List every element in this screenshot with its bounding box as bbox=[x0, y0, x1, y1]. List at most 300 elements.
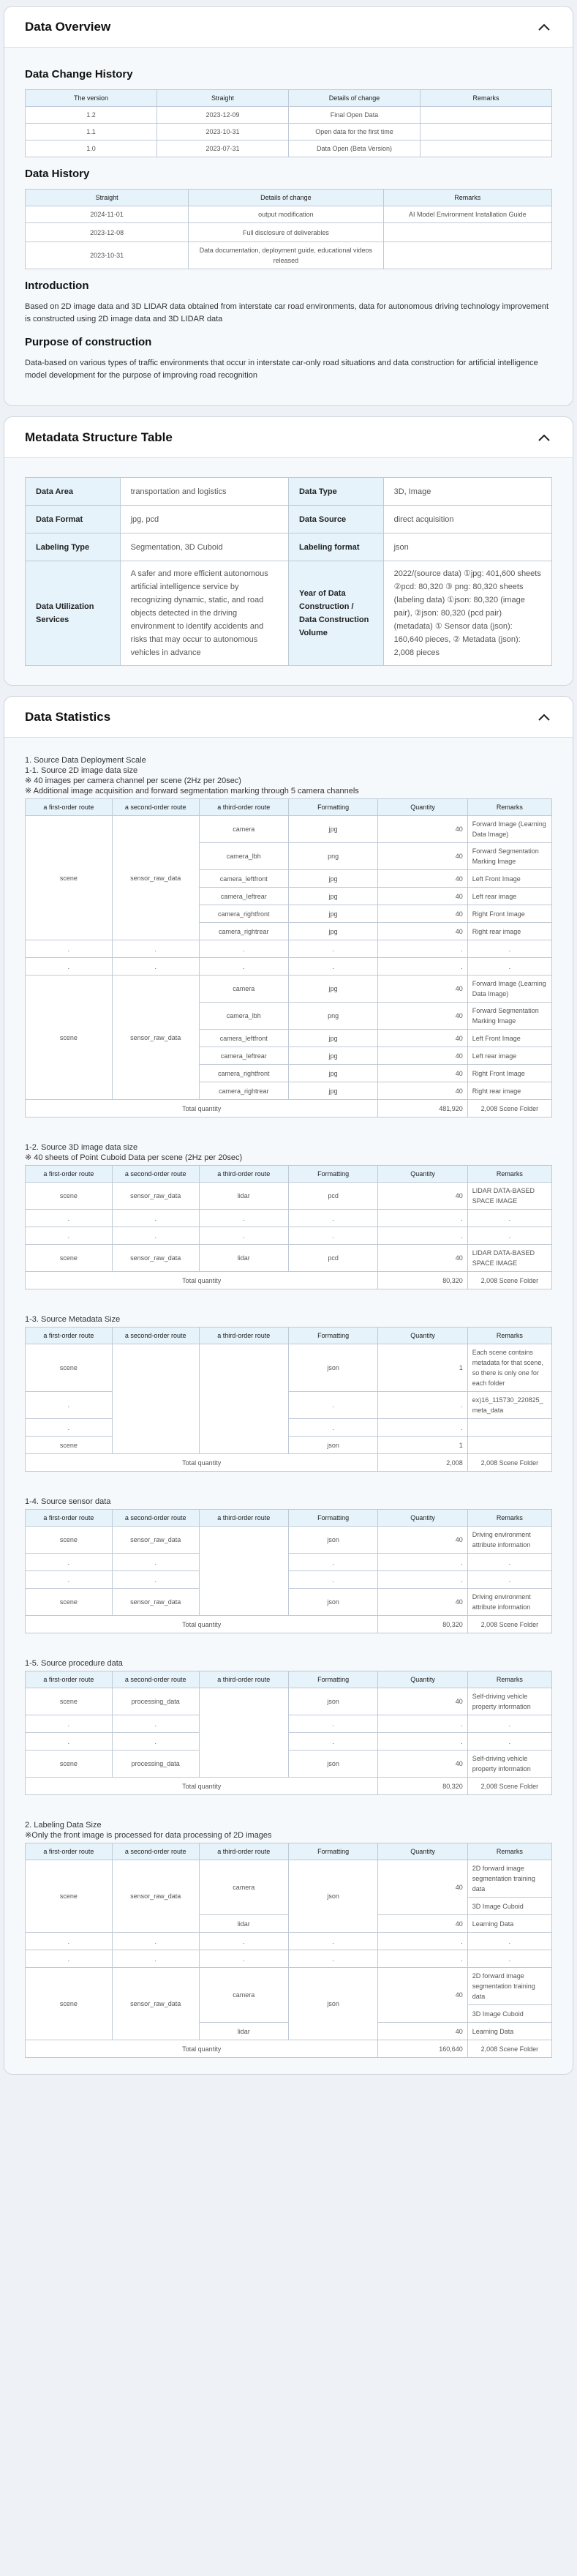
table-cell: 2023-10-31 bbox=[157, 124, 289, 141]
table-cell: . bbox=[26, 1419, 113, 1437]
table-cell: 1.1 bbox=[26, 124, 157, 141]
column-header: a first-order route bbox=[26, 1843, 113, 1860]
table-cell: . bbox=[378, 940, 467, 958]
table-cell: . bbox=[112, 1933, 199, 1950]
table-cell: . bbox=[26, 1554, 113, 1571]
table-cell: 2D forward image segmentation training data bbox=[467, 1860, 551, 1898]
meta-key: Data Utilization Services bbox=[26, 561, 121, 666]
table-cell: 2D forward image segmentation training data bbox=[467, 1968, 551, 2005]
table-cell bbox=[112, 1344, 199, 1454]
chevron-up-icon[interactable] bbox=[536, 430, 552, 446]
table-cell: . bbox=[112, 1227, 199, 1245]
column-header: Straight bbox=[26, 190, 189, 206]
table-cell: jpg bbox=[288, 1065, 377, 1082]
table-row bbox=[26, 107, 552, 124]
table-cell: scene bbox=[26, 976, 113, 1100]
table-cell: . bbox=[467, 1950, 551, 1968]
table-cell: sensor_raw_data bbox=[112, 1527, 199, 1554]
table-cell: Forward Segmentation Marking Image bbox=[467, 1003, 551, 1030]
table-cell: 40 bbox=[378, 870, 467, 888]
table-cell bbox=[421, 141, 552, 157]
section-label: 2. Labeling Data Size bbox=[25, 1821, 102, 1830]
table-cell: lidar bbox=[199, 2023, 288, 2040]
table-cell: jpg bbox=[288, 1047, 377, 1065]
total-row bbox=[26, 1616, 552, 1633]
column-header: a third-order route bbox=[199, 1328, 288, 1344]
total-row bbox=[26, 1778, 552, 1795]
column-header: Remarks bbox=[467, 1328, 551, 1344]
table-cell: scene bbox=[26, 1245, 113, 1272]
total-quantity: 80,320 bbox=[378, 1616, 467, 1633]
table-cell: . bbox=[378, 1419, 467, 1437]
table-cell: camera_rightfront bbox=[199, 1065, 288, 1082]
meta-key: Data Area bbox=[26, 478, 121, 506]
source-sensor-section bbox=[25, 1497, 552, 1633]
meta-value: direct acquisition bbox=[383, 506, 551, 533]
table-cell: Final Open Data bbox=[289, 107, 421, 124]
table-cell: . bbox=[288, 1392, 377, 1419]
table-cell: 40 bbox=[378, 2023, 467, 2040]
table-cell: . bbox=[467, 940, 551, 958]
table-row bbox=[26, 976, 552, 1003]
column-header: Formatting bbox=[288, 1843, 377, 1860]
table-cell: Right rear image bbox=[467, 923, 551, 940]
column-header: Remarks bbox=[467, 799, 551, 816]
table-cell: . bbox=[26, 1950, 113, 1968]
meta-key: Labeling format bbox=[288, 533, 383, 561]
column-header: Remarks bbox=[421, 90, 552, 107]
table-cell: . bbox=[378, 1715, 467, 1733]
table-cell: Left Front Image bbox=[467, 870, 551, 888]
table-cell: . bbox=[288, 1554, 377, 1571]
column-header: a second-order route bbox=[112, 1166, 199, 1183]
data-history-table bbox=[25, 189, 552, 269]
total-row bbox=[26, 1100, 552, 1117]
table-cell: 1 bbox=[378, 1437, 467, 1454]
table-cell: Left rear image bbox=[467, 1047, 551, 1065]
table-row bbox=[26, 206, 552, 223]
table-cell: . bbox=[378, 1392, 467, 1419]
table-cell: jpg bbox=[288, 1030, 377, 1047]
meta-value: A safer and more efficient autonomous artificial intelligence service by recognizing dynamic, static, and road objects detected in the driving environment to identify accidents and risks that may occur to autonomous vehicles in advance bbox=[120, 561, 288, 666]
table-cell: sensor_raw_data bbox=[112, 976, 199, 1100]
column-header: a first-order route bbox=[26, 799, 113, 816]
table-row bbox=[26, 958, 552, 976]
table-cell: Forward Image (Learning Data Image) bbox=[467, 976, 551, 1003]
table-cell: json bbox=[288, 1344, 377, 1392]
table-cell: 1 bbox=[378, 1344, 467, 1392]
table-cell: scene bbox=[26, 1183, 113, 1210]
table-cell: . bbox=[26, 958, 113, 976]
table-row bbox=[26, 1733, 552, 1751]
table-cell: . bbox=[199, 1210, 288, 1227]
total-label: Total quantity bbox=[26, 1272, 378, 1289]
column-header: a second-order route bbox=[112, 1843, 199, 1860]
table-cell: 40 bbox=[378, 816, 467, 843]
table-cell: . bbox=[288, 1950, 377, 1968]
table-cell: Each scene contains metadata for that scene, so there is only one for each folder bbox=[467, 1344, 551, 1392]
table-cell: 40 bbox=[378, 1183, 467, 1210]
section-label: 1-5. Source procedure data bbox=[25, 1659, 123, 1668]
table-cell: sensor_raw_data bbox=[112, 1245, 199, 1272]
chevron-up-icon[interactable] bbox=[536, 709, 552, 725]
section-label: 1-3. Source Metadata Size bbox=[25, 1315, 121, 1324]
data-overview-panel bbox=[4, 6, 573, 406]
table-cell: . bbox=[288, 1571, 377, 1589]
table-cell: 40 bbox=[378, 843, 467, 870]
table-cell: Self-driving vehicle property information bbox=[467, 1751, 551, 1778]
table-cell: lidar bbox=[199, 1915, 288, 1933]
table-cell: . bbox=[467, 1733, 551, 1751]
table-cell: Right Front Image bbox=[467, 905, 551, 923]
meta-value: transportation and logistics bbox=[120, 478, 288, 506]
meta-value: 3D, Image bbox=[383, 478, 551, 506]
table-cell: 40 bbox=[378, 1860, 467, 1915]
table-cell: . bbox=[199, 1950, 288, 1968]
table-cell: processing_data bbox=[112, 1751, 199, 1778]
column-header: a second-order route bbox=[112, 1510, 199, 1527]
table-row bbox=[26, 1715, 552, 1733]
table-cell: . bbox=[199, 1933, 288, 1950]
table-cell: sensor_raw_data bbox=[112, 1968, 199, 2040]
table-cell: Open data for the first time bbox=[289, 124, 421, 141]
table-cell bbox=[383, 223, 551, 242]
table-cell: ex)16_115730_220825_meta_data bbox=[467, 1392, 551, 1419]
table-row bbox=[26, 1227, 552, 1245]
table-cell: Forward Image (Learning Data Image) bbox=[467, 816, 551, 843]
data-history-title: Data History bbox=[25, 168, 90, 180]
column-header: The version bbox=[26, 90, 157, 107]
table-cell: Driving environment attribute information bbox=[467, 1527, 551, 1554]
table-row bbox=[26, 1968, 552, 2005]
table-cell: 2023-07-31 bbox=[157, 141, 289, 157]
total-row bbox=[26, 2040, 552, 2058]
table-cell: 40 bbox=[378, 1968, 467, 2023]
column-header: Remarks bbox=[467, 1166, 551, 1183]
total-label: Total quantity bbox=[26, 1100, 378, 1117]
table-cell: . bbox=[467, 958, 551, 976]
total-remarks: 2,008 Scene Folder bbox=[467, 1616, 551, 1633]
table-row bbox=[26, 816, 552, 843]
total-quantity: 80,320 bbox=[378, 1272, 467, 1289]
purpose-title: Purpose of construction bbox=[25, 336, 152, 348]
table-cell: . bbox=[112, 1571, 199, 1589]
total-label: Total quantity bbox=[26, 1616, 378, 1633]
source-2d-table bbox=[25, 798, 552, 1117]
column-header: Details of change bbox=[189, 190, 383, 206]
table-row bbox=[26, 1950, 552, 1968]
table-cell: scene bbox=[26, 1860, 113, 1933]
table-row bbox=[26, 223, 552, 242]
table-row bbox=[26, 1688, 552, 1715]
table-cell: png bbox=[288, 843, 377, 870]
table-cell: camera bbox=[199, 976, 288, 1003]
table-cell: camera_leftrear bbox=[199, 1047, 288, 1065]
section-label: 1-2. Source 3D image data size bbox=[25, 1143, 138, 1152]
table-row bbox=[26, 1437, 552, 1454]
table-cell: jpg bbox=[288, 976, 377, 1003]
table-row bbox=[26, 1419, 552, 1437]
table-cell: Data Open (Beta Version) bbox=[289, 141, 421, 157]
table-cell bbox=[467, 1419, 551, 1437]
table-cell: . bbox=[112, 1733, 199, 1751]
table-cell: 40 bbox=[378, 976, 467, 1003]
total-label: Total quantity bbox=[26, 1778, 378, 1795]
table-cell: . bbox=[378, 958, 467, 976]
column-header: Quantity bbox=[378, 1843, 467, 1860]
column-header: a first-order route bbox=[26, 1671, 113, 1688]
table-cell: scene bbox=[26, 1688, 113, 1715]
total-remarks: 2,008 Scene Folder bbox=[467, 1778, 551, 1795]
table-cell bbox=[421, 124, 552, 141]
table-cell: . bbox=[26, 1571, 113, 1589]
data-statistics-header[interactable] bbox=[4, 697, 573, 738]
total-row bbox=[26, 1272, 552, 1289]
table-cell: jpg bbox=[288, 905, 377, 923]
table-cell: 40 bbox=[378, 905, 467, 923]
section-note: ※ Additional image acquisition and forward segmentation marking through 5 camera channels bbox=[25, 787, 359, 795]
table-cell: 40 bbox=[378, 1003, 467, 1030]
column-header: Straight bbox=[157, 90, 289, 107]
table-row bbox=[26, 242, 552, 269]
table-cell: json bbox=[288, 1688, 377, 1715]
table-row bbox=[26, 1392, 552, 1419]
change-history-table bbox=[25, 89, 552, 157]
table-row bbox=[26, 1589, 552, 1616]
data-overview-title: Data Overview bbox=[25, 19, 111, 34]
table-cell: 2023-12-09 bbox=[157, 107, 289, 124]
table-cell: . bbox=[467, 1554, 551, 1571]
column-header: Formatting bbox=[288, 1166, 377, 1183]
table-cell: scene bbox=[26, 1589, 113, 1616]
table-cell: camera_rightfront bbox=[199, 905, 288, 923]
table-cell: 40 bbox=[378, 1065, 467, 1082]
column-header: a third-order route bbox=[199, 799, 288, 816]
table-cell: pcd bbox=[288, 1183, 377, 1210]
table-row bbox=[26, 1554, 552, 1571]
table-cell: jpg bbox=[288, 816, 377, 843]
column-header: Remarks bbox=[467, 1671, 551, 1688]
total-remarks: 2,008 Scene Folder bbox=[467, 1272, 551, 1289]
meta-key: Data Source bbox=[288, 506, 383, 533]
source-3d-section bbox=[25, 1142, 552, 1289]
table-cell: 40 bbox=[378, 1047, 467, 1065]
labeling-data-section bbox=[25, 1820, 552, 2058]
table-cell bbox=[199, 1344, 288, 1454]
change-history-title: Data Change History bbox=[25, 68, 133, 80]
table-row bbox=[26, 561, 552, 666]
table-cell: . bbox=[288, 1733, 377, 1751]
table-cell bbox=[383, 242, 551, 269]
table-cell: camera_rightrear bbox=[199, 923, 288, 940]
table-cell: 40 bbox=[378, 1751, 467, 1778]
table-cell: 40 bbox=[378, 1688, 467, 1715]
table-cell: . bbox=[199, 940, 288, 958]
table-cell: Left Front Image bbox=[467, 1030, 551, 1047]
table-row bbox=[26, 506, 552, 533]
table-cell: output modification bbox=[189, 206, 383, 223]
table-cell: sensor_raw_data bbox=[112, 1183, 199, 1210]
table-cell: scene bbox=[26, 1751, 113, 1778]
table-cell: scene bbox=[26, 1344, 113, 1392]
total-row bbox=[26, 1454, 552, 1472]
table-cell: Data documentation, deployment guide, educational videos released bbox=[189, 242, 383, 269]
table-cell: . bbox=[378, 1571, 467, 1589]
meta-key: Labeling Type bbox=[26, 533, 121, 561]
column-header: a second-order route bbox=[112, 799, 199, 816]
table-cell: png bbox=[288, 1003, 377, 1030]
table-cell: . bbox=[26, 1733, 113, 1751]
source-metadata-section bbox=[25, 1314, 552, 1472]
table-cell: 1.2 bbox=[26, 107, 157, 124]
column-header: Formatting bbox=[288, 1510, 377, 1527]
total-remarks: 2,008 Scene Folder bbox=[467, 1454, 551, 1472]
data-statistics-title: Data Statistics bbox=[25, 709, 111, 724]
column-header: Quantity bbox=[378, 1328, 467, 1344]
metadata-header[interactable] bbox=[4, 417, 573, 458]
metadata-panel bbox=[4, 416, 573, 686]
table-cell: . bbox=[199, 1227, 288, 1245]
table-cell: 40 bbox=[378, 923, 467, 940]
table-cell: 40 bbox=[378, 1245, 467, 1272]
table-cell: . bbox=[112, 1554, 199, 1571]
table-cell: json bbox=[288, 1860, 377, 1933]
source-procedure-section bbox=[25, 1658, 552, 1795]
table-cell bbox=[421, 107, 552, 124]
table-cell: json bbox=[288, 1751, 377, 1778]
table-cell: 40 bbox=[378, 1915, 467, 1933]
table-row bbox=[26, 141, 552, 157]
table-cell: 2023-12-08 bbox=[26, 223, 189, 242]
table-cell: json bbox=[288, 1589, 377, 1616]
table-cell: Forward Segmentation Marking Image bbox=[467, 843, 551, 870]
table-row bbox=[26, 1183, 552, 1210]
table-cell: . bbox=[288, 1210, 377, 1227]
chevron-up-icon[interactable] bbox=[536, 19, 552, 35]
table-cell bbox=[467, 1437, 551, 1454]
table-cell: . bbox=[112, 958, 199, 976]
column-header: Quantity bbox=[378, 799, 467, 816]
total-quantity: 160,640 bbox=[378, 2040, 467, 2058]
table-cell: camera bbox=[199, 1860, 288, 1915]
table-cell: . bbox=[288, 1227, 377, 1245]
table-cell: json bbox=[288, 1437, 377, 1454]
table-cell: . bbox=[26, 1392, 113, 1419]
source-sensor-table bbox=[25, 1509, 552, 1633]
table-cell: . bbox=[467, 1210, 551, 1227]
column-header: Formatting bbox=[288, 799, 377, 816]
purpose-text: Data-based on various types of traffic environments that occur in interstate car-only road situations and data construction for artificial intelligence model development for the purpose of improving road recognition bbox=[25, 359, 538, 380]
table-cell: pcd bbox=[288, 1245, 377, 1272]
section-note: ※ 40 images per camera channel per scene (2Hz per 20sec) bbox=[25, 776, 241, 785]
metadata-title: Metadata Structure Table bbox=[25, 430, 173, 444]
table-row bbox=[26, 478, 552, 506]
table-cell: jpg bbox=[288, 923, 377, 940]
total-remarks: 2,008 Scene Folder bbox=[467, 2040, 551, 2058]
table-cell: . bbox=[112, 940, 199, 958]
table-cell: Full disclosure of deliverables bbox=[189, 223, 383, 242]
table-cell: jpg bbox=[288, 888, 377, 905]
table-cell: . bbox=[378, 1210, 467, 1227]
total-remarks: 2,008 Scene Folder bbox=[467, 1100, 551, 1117]
table-cell: 40 bbox=[378, 888, 467, 905]
table-cell: Right Front Image bbox=[467, 1065, 551, 1082]
table-row bbox=[26, 940, 552, 958]
table-cell: . bbox=[288, 940, 377, 958]
table-row bbox=[26, 1527, 552, 1554]
column-header: a third-order route bbox=[199, 1671, 288, 1688]
introduction-text: Based on 2D image data and 3D LIDAR data obtained from interstate car road environments, data for autonomous driving technology improvement is constructed using 2D image data and 3D LIDAR data bbox=[25, 302, 549, 323]
table-cell: scene bbox=[26, 1527, 113, 1554]
table-cell: camera_leftfront bbox=[199, 1030, 288, 1047]
column-header: a third-order route bbox=[199, 1843, 288, 1860]
table-cell: scene bbox=[26, 816, 113, 940]
meta-value: jpg, pcd bbox=[120, 506, 288, 533]
table-cell: . bbox=[26, 1715, 113, 1733]
table-cell: . bbox=[26, 1933, 113, 1950]
column-header: a second-order route bbox=[112, 1328, 199, 1344]
table-cell: sensor_raw_data bbox=[112, 1589, 199, 1616]
table-cell: LIDAR DATA-BASED SPACE IMAGE bbox=[467, 1183, 551, 1210]
meta-key: Data Type bbox=[288, 478, 383, 506]
total-quantity: 2,008 bbox=[378, 1454, 467, 1472]
meta-key: Data Format bbox=[26, 506, 121, 533]
column-header: Details of change bbox=[289, 90, 421, 107]
table-cell: Left rear image bbox=[467, 888, 551, 905]
table-row bbox=[26, 1210, 552, 1227]
table-row bbox=[26, 533, 552, 561]
table-row bbox=[26, 1933, 552, 1950]
column-header: Quantity bbox=[378, 1510, 467, 1527]
section-label: 1. Source Data Deployment Scale bbox=[25, 756, 146, 765]
table-cell: jpg bbox=[288, 1082, 377, 1100]
meta-value: json bbox=[383, 533, 551, 561]
data-overview-header[interactable] bbox=[4, 7, 573, 48]
data-statistics-panel bbox=[4, 696, 573, 2075]
section-label: 1-1. Source 2D image data size bbox=[25, 766, 138, 775]
table-cell: . bbox=[467, 1227, 551, 1245]
table-cell: . bbox=[378, 1950, 467, 1968]
table-row bbox=[26, 1751, 552, 1778]
column-header: a first-order route bbox=[26, 1510, 113, 1527]
source-3d-table bbox=[25, 1165, 552, 1289]
source-metadata-table bbox=[25, 1327, 552, 1472]
table-cell: . bbox=[199, 958, 288, 976]
table-cell: scene bbox=[26, 1968, 113, 2040]
table-cell: scene bbox=[26, 1437, 113, 1454]
source-procedure-table bbox=[25, 1671, 552, 1795]
table-cell: 3D Image Cuboid bbox=[467, 1898, 551, 1915]
section-note: ※Only the front image is processed for data processing of 2D images bbox=[25, 1831, 272, 1840]
table-cell: 1.0 bbox=[26, 141, 157, 157]
source-2d-section bbox=[25, 755, 552, 1117]
table-cell: . bbox=[26, 940, 113, 958]
table-cell: Driving environment attribute information bbox=[467, 1589, 551, 1616]
table-row bbox=[26, 1344, 552, 1392]
table-cell: . bbox=[467, 1715, 551, 1733]
table-cell: LIDAR DATA-BASED SPACE IMAGE bbox=[467, 1245, 551, 1272]
meta-key: Year of Data Construction / Data Construction Volume bbox=[288, 561, 383, 666]
table-cell: 40 bbox=[378, 1082, 467, 1100]
table-cell: Right rear image bbox=[467, 1082, 551, 1100]
table-cell: . bbox=[112, 1715, 199, 1733]
table-cell: . bbox=[288, 1419, 377, 1437]
column-header: Formatting bbox=[288, 1671, 377, 1688]
table-cell: . bbox=[467, 1571, 551, 1589]
table-cell: . bbox=[288, 1715, 377, 1733]
column-header: Quantity bbox=[378, 1166, 467, 1183]
total-quantity: 80,320 bbox=[378, 1778, 467, 1795]
